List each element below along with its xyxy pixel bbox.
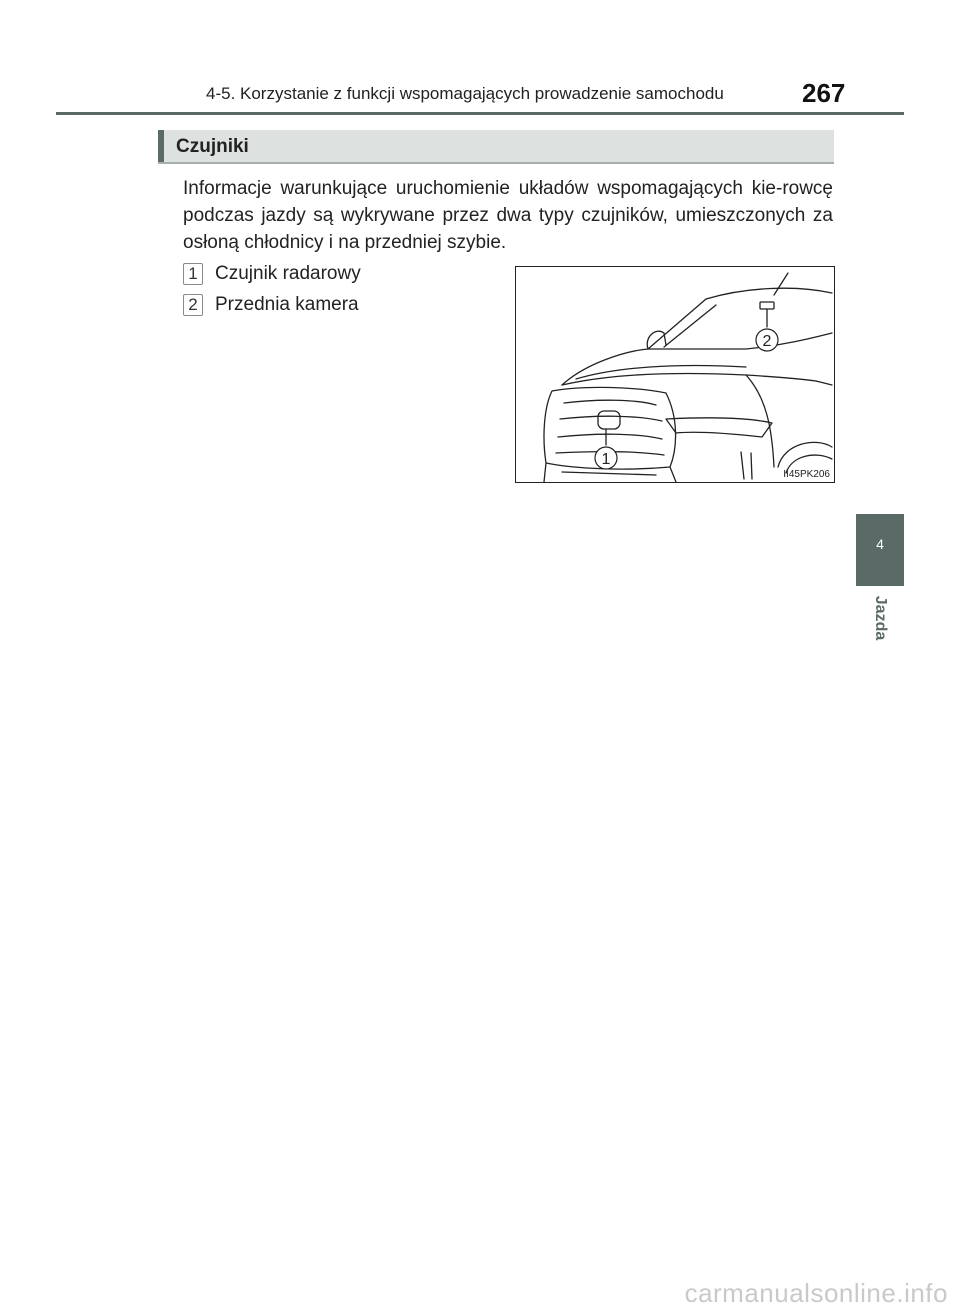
- header-title: 4-5. Korzystanie z funkcji wspomagających prowadzenie samochodu: [206, 84, 724, 103]
- chapter-tab: [856, 514, 904, 586]
- section-title: Czujniki: [176, 136, 249, 157]
- header-divider: [56, 112, 904, 115]
- list-item-radar-sensor: [183, 261, 361, 287]
- callout-label-2: 2: [762, 333, 772, 350]
- callout-label-1: 1: [601, 451, 611, 468]
- watermark: carmanualsonline.info: [684, 1278, 948, 1308]
- truck-front-drawing: [516, 267, 834, 482]
- figure-code: II45PK206: [783, 469, 830, 480]
- item-label-radar-sensor: Czujnik radarowy: [215, 263, 361, 284]
- chapter-number: 4: [876, 536, 884, 552]
- chapter-label: Jazda: [872, 595, 889, 641]
- section-heading-bar: [158, 130, 834, 164]
- item-number-1: 1: [183, 263, 203, 285]
- item-number-2: 2: [183, 294, 203, 316]
- item-label-front-camera: Przednia kamera: [215, 294, 359, 315]
- vehicle-sensor-illustration: [515, 266, 835, 483]
- body-paragraph: Informacje warunkujące uruchomienie układów wspomagających kie-rowcę podczas jazdy są wykrywane przez dwa typy czujników, umieszczonych za osłoną chłodnicy i na przedniej szybie.: [183, 178, 833, 253]
- page-number: 267: [802, 78, 846, 108]
- list-item-front-camera: [183, 292, 359, 318]
